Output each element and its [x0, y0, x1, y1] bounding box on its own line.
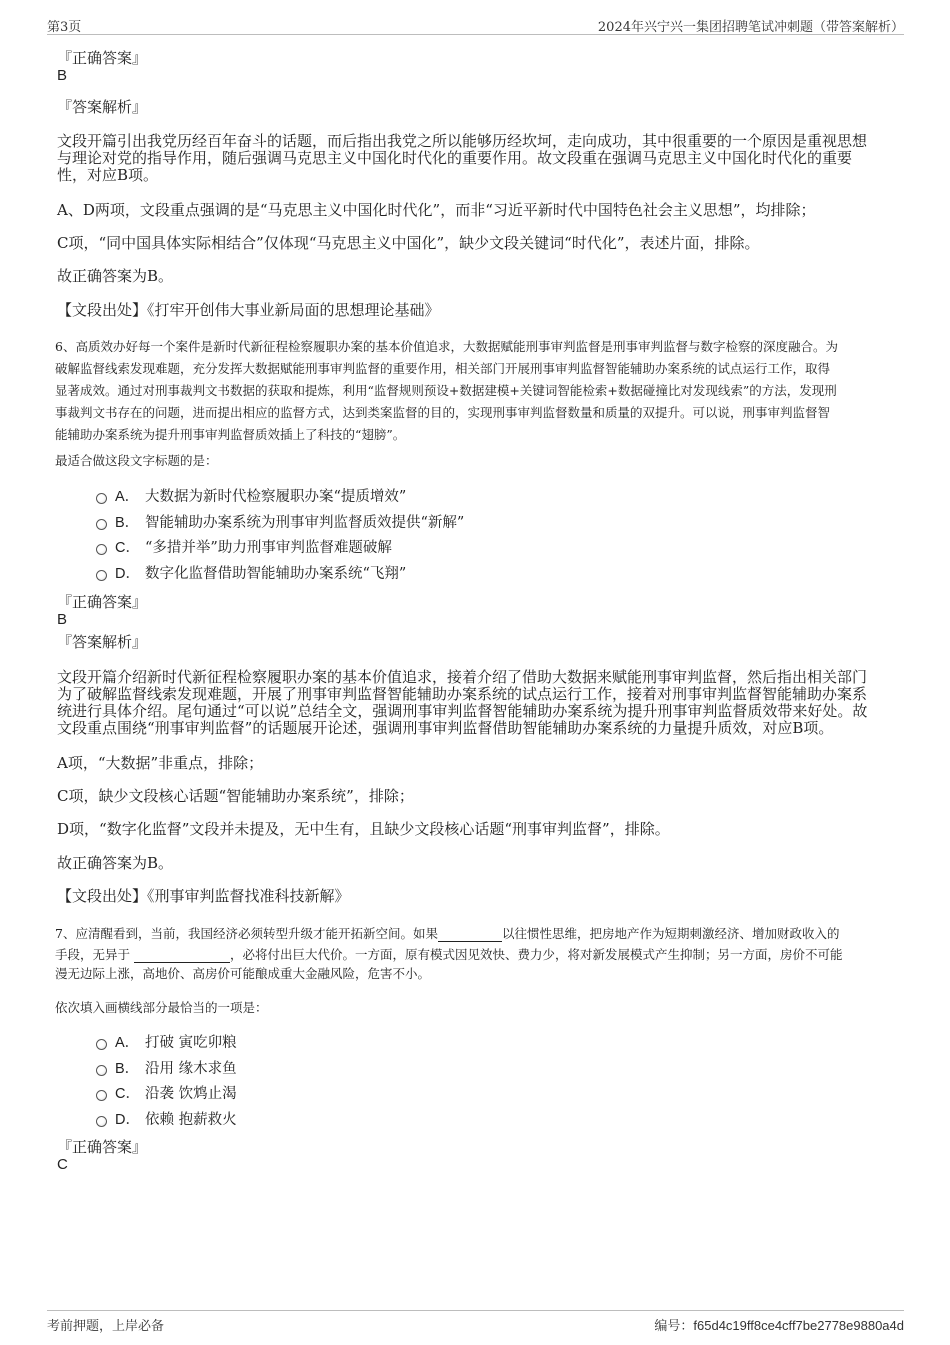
q6-stem — [55, 336, 897, 446]
radio-icon[interactable] — [96, 544, 107, 555]
option-letter: D． — [115, 1112, 140, 1128]
option-letter: A． — [115, 489, 140, 505]
q6-stem-line: 能辅助办案系统为提升刑事审判监督质效插上了科技的“翅膀”。 — [55, 427, 406, 442]
q5-analysis-label: 『答案解析』 — [57, 98, 148, 116]
q7-stem-text: 7、应清醒看到，当前，我国经济必须转型升级才能开拓新空间。如果 — [55, 926, 438, 941]
q5-analysis-line: 性，对应B项。 — [57, 166, 159, 184]
q6-stem-line: 事裁判文书存在的问题，进而提出相应的监督方式，达到类案监督的目的，实现刑事审判监督数量和质量的双提升。可以说，刑事审判监督智 — [55, 405, 831, 420]
option-text: 依赖 抱薪救火 — [145, 1112, 237, 1128]
option-letter: C． — [115, 540, 140, 556]
q7-stem-text: ，必将付出巨大代价。一方面，原有模式因见效快、费力少，将对新发展模式产生抑制；另一方面，房价不可能 — [230, 947, 843, 962]
option-text: 大数据为新时代检察履职办案“提质增效” — [145, 489, 407, 505]
q6-option-d[interactable] — [96, 565, 406, 583]
q6-option-c[interactable] — [96, 539, 392, 557]
q6-prompt: 最适合做这段文字标题的是： — [55, 453, 218, 468]
page-header — [47, 14, 904, 35]
option-letter: B． — [115, 515, 140, 531]
option-letter: D． — [115, 566, 140, 582]
option-letter: B． — [115, 1061, 140, 1077]
q7-stem-line: 漫无边际上涨，高地价、高房价可能酿成重大金融风险，危害不小。 — [55, 966, 431, 981]
radio-icon[interactable] — [96, 1090, 107, 1101]
code-value: f65d4c19ff8ce4cff7be2778e9880a4d — [693, 1318, 904, 1333]
footer-slogan: 考前押题，上岸必备 — [47, 1319, 165, 1334]
q7-option-c[interactable] — [96, 1085, 237, 1103]
q5-answer: B — [57, 67, 68, 84]
code-label: 编号： — [654, 1319, 694, 1334]
q6-point-a: A项，“大数据”非重点，排除； — [57, 754, 264, 772]
option-text: 智能辅助办案系统为刑事审判监督质效提供“新解” — [145, 515, 465, 531]
q7-option-b[interactable] — [96, 1060, 237, 1078]
radio-icon[interactable] — [96, 570, 107, 581]
q5-point-c: C项，“同中国具体实际相结合”仅体现“马克思主义中国化”，缺少文段关键词“时代化”，表述片面，排除。 — [57, 234, 760, 252]
q7-stem-line — [55, 946, 843, 963]
q5-analysis-line: 文段开篇引出我党历经百年奋斗的话题，而后指出我党之所以能够历经坎坷，走向成功，其中很重要的一个原因是重视思想 — [57, 132, 868, 150]
document-code — [654, 1315, 904, 1334]
q6-point-c: C项，缺少文段核心话题“智能辅助办案系统”，排除； — [57, 787, 414, 805]
page-footer — [47, 1310, 904, 1335]
q7-option-d[interactable] — [96, 1111, 237, 1129]
q6-point-d: D项，“数字化监督”文段并未提及，无中生有，且缺少文段核心话题“刑事审判监督”，排除。 — [57, 820, 670, 838]
page-number: 第3页 — [47, 20, 82, 35]
q7-option-a[interactable] — [96, 1034, 237, 1052]
fill-blank — [134, 949, 230, 963]
radio-icon[interactable] — [96, 1116, 107, 1127]
radio-icon[interactable] — [96, 493, 107, 504]
q5-analysis — [57, 133, 897, 184]
q6-analysis — [57, 669, 897, 737]
q6-stem-line: 显著成效。通过对刑事裁判文书数据的获取和提炼，利用“监督规则预设+数据建模+关键词智能检索+数据碰撞比对发现线索”的方法，发现刑 — [55, 383, 837, 398]
fill-blank — [438, 928, 502, 942]
radio-icon[interactable] — [96, 1039, 107, 1050]
q6-stem-line: 破解监督线索发现难题，充分发挥大数据赋能刑事审判监督的重要作用，相关部门开展刑事审判监督智能辅助办案系统的试点运行工作，取得 — [55, 361, 831, 376]
option-text: 沿袭 饮鸩止渴 — [145, 1086, 237, 1102]
q5-analysis-line: 与理论对党的指导作用，随后强调马克思主义中国化时代化的重要作用。故文段重在强调马克思主义中国化时代化的重要 — [57, 149, 853, 167]
q6-option-b[interactable] — [96, 514, 464, 532]
option-letter: A． — [115, 1035, 140, 1051]
option-text: 打破 寅吃卯粮 — [145, 1035, 237, 1051]
q6-analysis-line: 文段开篇介绍新时代新征程检察履职办案的基本价值追求，接着介绍了借助大数据来赋能刑事审判监督，然后指出相关部门 — [57, 668, 868, 686]
q6-analysis-line: 统进行具体介绍。尾句通过“可以说”总结全文，强调刑事审判监督智能辅助办案系统为提升刑事审判监督质效带来好处。故 — [57, 702, 868, 720]
radio-icon[interactable] — [96, 519, 107, 530]
q6-answer: B — [57, 611, 68, 628]
option-text: “多措并举”助力刑事审判监督难题破解 — [145, 540, 392, 556]
q5-point-a: A、D两项，文段重点强调的是“马克思主义中国化时代化”，而非“习近平新时代中国特色社会主义思想”，均排除； — [57, 201, 816, 219]
q7-answer: C — [57, 1156, 68, 1173]
q6-option-a[interactable] — [96, 488, 406, 506]
q5-conclusion: 故正确答案为B。 — [57, 267, 174, 285]
q5-source: 【文段出处】《打牢开创伟大事业新局面的思想理论基础》 — [57, 301, 440, 319]
radio-icon[interactable] — [96, 1065, 107, 1076]
q6-answer-label: 『正确答案』 — [57, 593, 148, 611]
option-text: 沿用 缘木求鱼 — [145, 1061, 237, 1077]
q6-analysis-label: 『答案解析』 — [57, 633, 148, 651]
document-title: 2024年兴宁兴一集团招聘笔试冲刺题（带答案解析） — [597, 20, 904, 35]
q6-stem-line: 6、高质效办好每一个案件是新时代新征程检察履职办案的基本价值追求，大数据赋能刑事审判监督是刑事审判监督与数字检察的深度融合。为 — [55, 339, 838, 354]
option-letter: C． — [115, 1086, 140, 1102]
q5-answer-label: 『正确答案』 — [57, 49, 148, 67]
q6-analysis-line: 文段重点围绕“刑事审判监督”的话题展开论述，强调刑事审判监督借助智能辅助办案系统的力量提升质效，对应B项。 — [57, 719, 834, 737]
q7-stem-text: 以往惯性思维，把房地产作为短期刺激经济、增加财政收入的 — [501, 926, 840, 941]
q7-stem-text: 手段，无异于 — [55, 947, 131, 962]
q7-stem-line — [55, 925, 839, 942]
q7-answer-label: 『正确答案』 — [57, 1138, 148, 1156]
q6-analysis-line: 为了破解监督线索发现难题，开展了刑事审判监督智能辅助办案系统的试点运行工作，接着对刑事审判监督智能辅助办案系 — [57, 685, 868, 703]
option-text: 数字化监督借助智能辅助办案系统“飞翔” — [145, 566, 407, 582]
q6-conclusion: 故正确答案为B。 — [57, 854, 174, 872]
q6-source: 【文段出处】《刑事审判监督找准科技新解》 — [57, 887, 350, 905]
q7-prompt: 依次填入画横线部分最恰当的一项是： — [55, 1000, 268, 1015]
